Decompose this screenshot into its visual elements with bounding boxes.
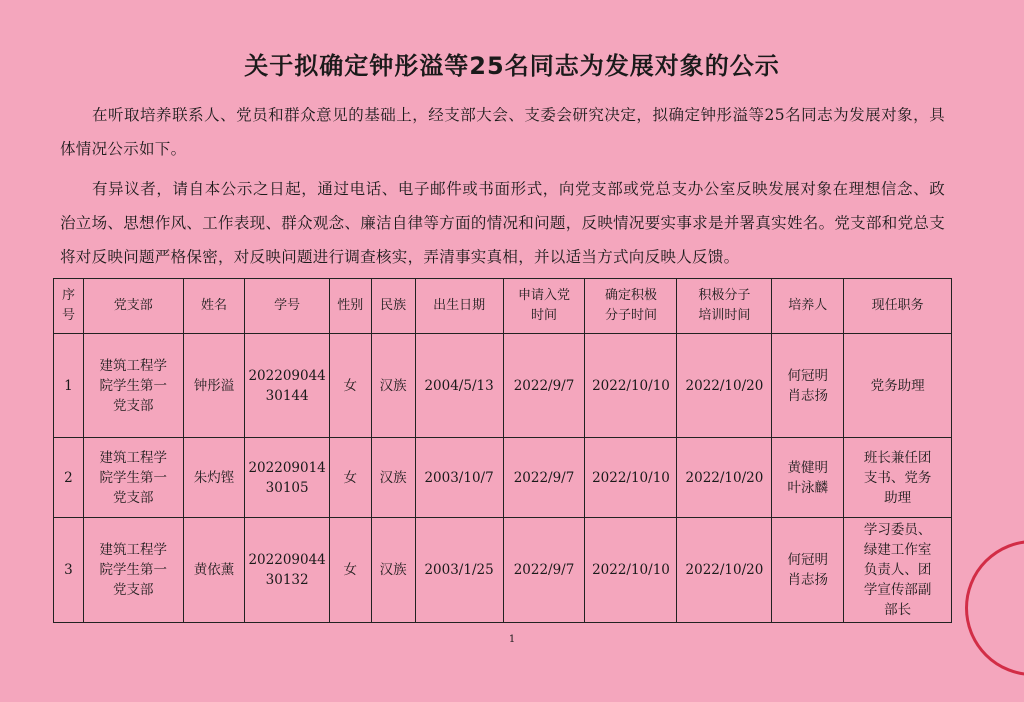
- header-ethnicity: 民族: [371, 279, 415, 334]
- cell-activist-date: 2022/10/10: [585, 334, 677, 438]
- cell-birth-date: 2003/10/7: [415, 438, 503, 518]
- table-header-row: [54, 279, 952, 334]
- header-gender: 性别: [329, 279, 371, 334]
- cell-application-date: 2022/9/7: [503, 518, 585, 623]
- cell-name: 黄依薰: [183, 518, 245, 623]
- header-mentor: 培养人: [772, 279, 844, 334]
- cell-mentor: 黄健明 叶泳麟: [772, 438, 844, 518]
- table-row: [54, 438, 952, 518]
- header-application-date: 申请入党 时间: [503, 279, 585, 334]
- cell-name: 钟彤溢: [183, 334, 245, 438]
- official-seal-stamp: [965, 540, 1024, 676]
- cell-ethnicity: 汉族: [371, 438, 415, 518]
- cell-mentor: 何冠明 肖志扬: [772, 334, 844, 438]
- cell-gender: 女: [329, 518, 371, 623]
- cell-branch: 建筑工程学 院学生第一 党支部: [83, 438, 183, 518]
- cell-application-date: 2022/9/7: [503, 334, 585, 438]
- cell-gender: 女: [329, 334, 371, 438]
- cell-student-id: 202209044 30132: [245, 518, 329, 623]
- header-student-id: 学号: [245, 279, 329, 334]
- cell-position: 学习委员、 绿建工作室 负责人、团 学宣传部副 部长: [844, 518, 952, 623]
- cell-student-id: 202209014 30105: [245, 438, 329, 518]
- cell-student-id: 202209044 30144: [245, 334, 329, 438]
- cell-index: 1: [54, 334, 84, 438]
- objection-paragraph: 有异议者，请自本公示之日起，通过电话、电子邮件或书面形式，向党支部或党总支办公室反映发展对象在理想信念、政治立场、思想作风、工作表现、群众观念、廉洁自律等方面的情况和问题，反映情况要实事求是并署真实姓名。党支部和党总支将对反映问题严格保密，对反映问题进行调查核实，弄清事实真相，并以适当方式向反映人反馈。: [60, 180, 945, 266]
- header-name: 姓名: [183, 279, 245, 334]
- page-title: 关于拟确定钟彤溢等25名同志为发展对象的公示: [244, 52, 780, 80]
- header-branch: 党支部: [83, 279, 183, 334]
- header-birth-date: 出生日期: [415, 279, 503, 334]
- page-number: 1: [508, 634, 516, 645]
- cell-training-date: 2022/10/20: [677, 334, 772, 438]
- table-row: [54, 334, 952, 438]
- cell-ethnicity: 汉族: [371, 334, 415, 438]
- cell-training-date: 2022/10/20: [677, 518, 772, 623]
- cell-ethnicity: 汉族: [371, 518, 415, 623]
- header-position: 现任职务: [844, 279, 952, 334]
- cell-birth-date: 2004/5/13: [415, 334, 503, 438]
- table-row: [54, 518, 952, 623]
- header-training-date: 积极分子 培训时间: [677, 279, 772, 334]
- intro-paragraph: 在听取培养联系人、党员和群众意见的基础上，经支部大会、支委会研究决定，拟确定钟彤溢等25名同志为发展对象，具体情况公示如下。: [60, 106, 945, 158]
- cell-training-date: 2022/10/20: [677, 438, 772, 518]
- cell-activist-date: 2022/10/10: [585, 438, 677, 518]
- cell-position: 党务助理: [844, 334, 952, 438]
- cell-birth-date: 2003/1/25: [415, 518, 503, 623]
- cell-activist-date: 2022/10/10: [585, 518, 677, 623]
- cell-mentor: 何冠明 肖志扬: [772, 518, 844, 623]
- cell-name: 朱灼铿: [183, 438, 245, 518]
- candidate-table: [53, 278, 952, 623]
- header-activist-date: 确定积极 分子时间: [585, 279, 677, 334]
- cell-position: 班长兼任团 支书、党务 助理: [844, 438, 952, 518]
- cell-application-date: 2022/9/7: [503, 438, 585, 518]
- cell-branch: 建筑工程学 院学生第一 党支部: [83, 334, 183, 438]
- cell-branch: 建筑工程学 院学生第一 党支部: [83, 518, 183, 623]
- cell-gender: 女: [329, 438, 371, 518]
- header-index: 序 号: [54, 279, 84, 334]
- cell-index: 2: [54, 438, 84, 518]
- cell-index: 3: [54, 518, 84, 623]
